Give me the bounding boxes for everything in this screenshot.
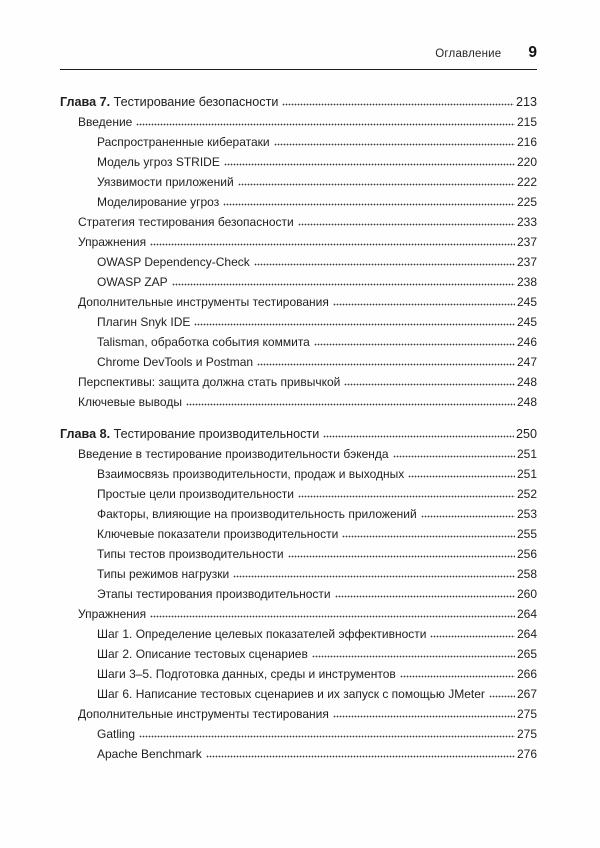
dot-leader (186, 403, 515, 406)
dot-leader (194, 323, 515, 326)
dot-leader (136, 123, 515, 126)
toc-entry-page-number: 258 (516, 567, 537, 581)
toc-entry-page-number: 253 (516, 507, 537, 521)
toc-entry-page-number: 266 (516, 667, 537, 681)
dot-leader (342, 535, 515, 538)
toc-entry (60, 467, 537, 487)
toc-entry (60, 627, 537, 647)
dot-leader (298, 223, 515, 226)
toc-chapter-entry (60, 427, 537, 447)
dot-leader (333, 303, 515, 306)
toc-entry-page-number: 237 (516, 255, 537, 269)
toc-entry-page-number: 267 (516, 687, 537, 701)
toc-entry (60, 275, 537, 295)
dot-leader (335, 595, 515, 598)
toc-entry-page-number: 213 (515, 95, 537, 109)
toc-entry (60, 135, 537, 155)
dot-leader (323, 435, 514, 438)
toc-entry-page-number: 256 (516, 547, 537, 561)
dot-leader (408, 475, 515, 478)
toc-entry-title: Введение (78, 115, 133, 129)
dot-leader (288, 555, 515, 558)
dot-leader (233, 575, 515, 578)
toc-entry-page-number: 248 (516, 375, 537, 389)
toc-entry (60, 235, 537, 255)
toc-entry-title: Уязвимости приложений (97, 175, 234, 189)
toc-entry-page-number: 260 (516, 587, 537, 601)
toc-entry-page-number: 264 (516, 607, 537, 621)
dot-leader (274, 143, 515, 146)
toc-entry (60, 687, 537, 707)
dot-leader (393, 455, 515, 458)
dot-leader (400, 675, 515, 678)
dot-leader (224, 163, 515, 166)
toc-entry-page-number: 255 (516, 527, 537, 541)
toc-entry (60, 507, 537, 527)
toc-entry-title: Talisman, обработка события коммита (97, 335, 310, 349)
toc-entry-page-number: 246 (516, 335, 537, 349)
toc-entry (60, 255, 537, 275)
toc-entry-title: Глава 7. Тестирование безопасности (60, 95, 279, 109)
toc-entry (60, 195, 537, 215)
toc-entry-page-number: 245 (516, 315, 537, 329)
dot-leader (254, 263, 515, 266)
toc-entry (60, 567, 537, 587)
toc-entry (60, 335, 537, 355)
toc-entry (60, 395, 537, 415)
dot-leader (139, 735, 515, 738)
toc-entry-page-number: 275 (516, 707, 537, 721)
dot-leader (150, 615, 515, 618)
toc-chapter-prefix: Глава 7. (60, 95, 114, 109)
toc-entry-page-number: 276 (516, 747, 537, 761)
dot-leader (298, 495, 515, 498)
toc-entry (60, 727, 537, 747)
toc-entry (60, 747, 537, 767)
toc-entry-page-number: 265 (516, 647, 537, 661)
toc-entry-title: Глава 8. Тестирование производительности (60, 427, 320, 441)
toc-entry-title: Apache Benchmark (97, 747, 202, 761)
toc-entry-page-number: 250 (515, 427, 537, 441)
toc-entry-page-number: 216 (516, 135, 537, 149)
toc-entry-title: Шаги 3–5. Подготовка данных, среды и инструментов (97, 667, 396, 681)
toc-entry (60, 447, 537, 467)
toc-entry-title: Ключевые выводы (78, 395, 182, 409)
toc-entry (60, 115, 537, 135)
dot-leader (333, 715, 515, 718)
toc-entry-page-number: 251 (516, 447, 537, 461)
toc-entry (60, 315, 537, 335)
toc-entry-title: OWASP Dependency-Check (97, 255, 250, 269)
toc-entry (60, 215, 537, 235)
toc-entry (60, 547, 537, 567)
toc-entry-title: Введение в тестирование производительности бэкенда (78, 447, 389, 461)
toc-entry (60, 667, 537, 687)
toc-list (60, 95, 537, 767)
toc-entry-page-number: 252 (516, 487, 537, 501)
toc-entry-title: Шаг 2. Описание тестовых сценариев (97, 647, 308, 661)
toc-entry (60, 707, 537, 727)
toc-entry-title: Модель угроз STRIDE (97, 155, 220, 169)
toc-entry-title: Дополнительные инструменты тестирования (78, 707, 329, 721)
toc-entry (60, 175, 537, 195)
toc-entry-page-number: 275 (516, 727, 537, 741)
running-head-title: Оглавление (435, 48, 502, 60)
dot-leader (489, 695, 515, 698)
toc-entry-title: Перспективы: защита должна стать привычкой (78, 375, 341, 389)
toc-entry-title: Факторы, влияющие на производительность приложений (97, 507, 417, 521)
toc-entry (60, 375, 537, 395)
toc-entry-title: Плагин Snyk IDE (97, 315, 191, 329)
toc-entry-title: Взаимосвязь производительности, продаж и выходных (97, 467, 405, 481)
toc-chapter-entry (60, 95, 537, 115)
dot-leader (312, 655, 515, 658)
toc-entry-title: Упражнения (78, 607, 147, 621)
toc-entry-page-number: 233 (516, 215, 537, 229)
toc-entry-page-number: 251 (516, 467, 537, 481)
running-header (60, 44, 537, 70)
toc-entry-title: Типы режимов нагрузки (97, 567, 230, 581)
toc-entry-title: Упражнения (78, 235, 147, 249)
toc-entry-page-number: 220 (516, 155, 537, 169)
toc-entry-title: Этапы тестирования производительности (97, 587, 331, 601)
dot-leader (223, 203, 515, 206)
toc-entry-title: Распространенные кибератаки (97, 135, 270, 149)
toc-entry (60, 647, 537, 667)
page-number: 9 (528, 44, 537, 61)
dot-leader (430, 635, 515, 638)
dot-leader (238, 183, 515, 186)
dot-leader (150, 243, 515, 246)
toc-entry-title: Chrome DevTools и Postman (97, 355, 254, 369)
toc-entry-page-number: 264 (516, 627, 537, 641)
dot-leader (314, 343, 515, 346)
dot-leader (257, 363, 515, 366)
toc-entry-title: Ключевые показатели производительности (97, 527, 339, 541)
toc-entry (60, 527, 537, 547)
toc-entry-page-number: 238 (516, 275, 537, 289)
toc-entry (60, 607, 537, 627)
toc-entry (60, 587, 537, 607)
toc-entry-title: Gatling (97, 727, 136, 741)
toc-entry (60, 295, 537, 315)
dot-leader (421, 515, 515, 518)
toc-entry-title: Шаг 6. Написание тестовых сценариев и их запуск с помощью JMeter (97, 687, 485, 701)
toc-entry-page-number: 215 (516, 115, 537, 129)
dot-leader (206, 755, 515, 758)
dot-leader (344, 383, 515, 386)
toc-entry (60, 355, 537, 375)
page-content (60, 44, 537, 767)
toc-entry-title: Дополнительные инструменты тестирования (78, 295, 329, 309)
toc-chapter-prefix: Глава 8. (60, 427, 114, 441)
toc-entry-title: Простые цели производительности (97, 487, 294, 501)
toc-entry (60, 487, 537, 507)
toc-entry-page-number: 222 (516, 175, 537, 189)
dot-leader (172, 283, 515, 286)
toc-entry-title: OWASP ZAP (97, 275, 168, 289)
dot-leader (282, 103, 514, 106)
toc-entry-title: Стратегия тестирования безопасности (78, 215, 294, 229)
toc-entry-page-number: 237 (516, 235, 537, 249)
toc-entry-title: Шаг 1. Определение целевых показателей эффективности (97, 627, 427, 641)
toc-entry-title: Моделирование угроз (97, 195, 220, 209)
toc-entry-page-number: 225 (516, 195, 537, 209)
toc-entry-title: Типы тестов производительности (97, 547, 284, 561)
toc-entry (60, 155, 537, 175)
toc-entry-page-number: 248 (516, 395, 537, 409)
toc-entry-page-number: 245 (516, 295, 537, 309)
toc-entry-page-number: 247 (516, 355, 537, 369)
